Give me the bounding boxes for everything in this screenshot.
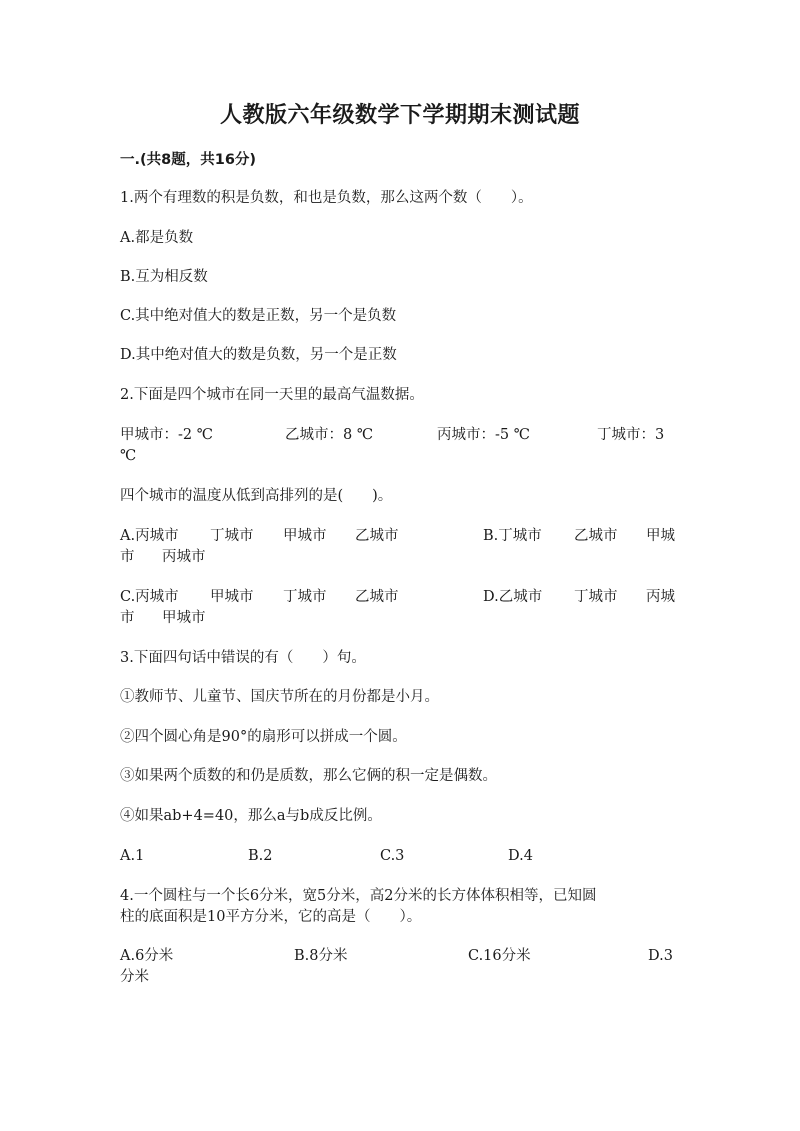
- q3-statement-4: ④如果ab+4=40，那么a与b成反比例。: [120, 808, 382, 824]
- q1-option-c: C.其中绝对值大的数是正数，另一个是负数: [120, 308, 397, 324]
- q2-option-c-4: 乙城市: [355, 589, 399, 605]
- question-2-stem: 2.下面是四个城市在同一天里的最高气温数据。: [120, 387, 424, 403]
- q4-option-a: A.6分米: [120, 948, 174, 964]
- temp-bing: 丙城市：-5 ℃: [437, 427, 530, 443]
- q3-option-b: B.2: [248, 848, 273, 864]
- q2-option-d-2: 丁城市: [574, 589, 618, 605]
- section-heading: 一.(共8题，共16分): [120, 152, 257, 168]
- q1-option-d: D.其中绝对值大的数是负数，另一个是正数: [120, 347, 397, 363]
- q2-option-a-4: 乙城市: [355, 528, 399, 544]
- q2-option-d-3: 丙城: [646, 589, 675, 605]
- q3-option-a: A.1: [120, 848, 145, 864]
- q2-option-b-3: 甲城: [646, 528, 675, 544]
- q2-option-d-1: D.乙城市: [483, 589, 543, 605]
- q2-option-b-2: 乙城市: [574, 528, 618, 544]
- q3-option-c: C.3: [380, 848, 405, 864]
- temp-ding: 丁城市：3: [597, 427, 665, 443]
- q2-option-c-1: C.丙城市: [120, 589, 179, 605]
- q2-option-a-3: 甲城市: [283, 528, 327, 544]
- q2-option-d-4: 市: [120, 610, 135, 626]
- q4-option-c: C.16分米: [468, 948, 531, 964]
- question-4-stem-line-1: 4.一个圆柱与一个长6分米，宽5分米，高2分米的长方体体积相等，已知圆: [120, 888, 597, 904]
- q2-option-b-4: 市: [120, 549, 135, 565]
- temp-jia: 甲城市：-2 ℃: [120, 427, 213, 443]
- q2-option-b-5: 丙城市: [162, 549, 206, 565]
- q2-option-a-1: A.丙城市: [120, 528, 179, 544]
- q3-option-d: D.4: [508, 848, 533, 864]
- q2-option-a-2: 丁城市: [210, 528, 254, 544]
- q2-option-b-1: B.丁城市: [483, 528, 542, 544]
- q2-option-c-3: 丁城市: [283, 589, 327, 605]
- q2-option-c-2: 甲城市: [210, 589, 254, 605]
- question-1-stem: 1.两个有理数的积是负数，和也是负数，那么这两个数（ ）。: [120, 190, 533, 206]
- q2-option-d-5: 甲城市: [162, 610, 206, 626]
- q3-statement-3: ③如果两个质数的和仍是质数，那么它俩的积一定是偶数。: [120, 768, 497, 784]
- q4-option-d: D.3: [648, 948, 673, 964]
- q4-option-d-unit: 分米: [120, 969, 149, 985]
- temp-yi: 乙城市：8 ℃: [285, 427, 374, 443]
- q1-option-b: B.互为相反数: [120, 269, 208, 285]
- temp-ding-unit: ℃: [120, 448, 137, 464]
- question-4-stem-line-2: 柱的底面积是10平方分米，它的高是（ ）。: [120, 909, 422, 925]
- q1-option-a: A.都是负数: [120, 230, 194, 246]
- q3-statement-1: ①教师节、儿童节、国庆节所在的月份都是小月。: [120, 689, 439, 705]
- q4-option-b: B.8分米: [294, 948, 348, 964]
- q3-statement-2: ②四个圆心角是90°的扇形可以拼成一个圆。: [120, 729, 407, 745]
- question-2-ask: 四个城市的温度从低到高排列的是( )。: [120, 488, 393, 504]
- question-3-stem: 3.下面四句话中错误的有（ ）句。: [120, 650, 366, 666]
- page-title: 人教版六年级数学下学期期末测试题: [219, 103, 580, 128]
